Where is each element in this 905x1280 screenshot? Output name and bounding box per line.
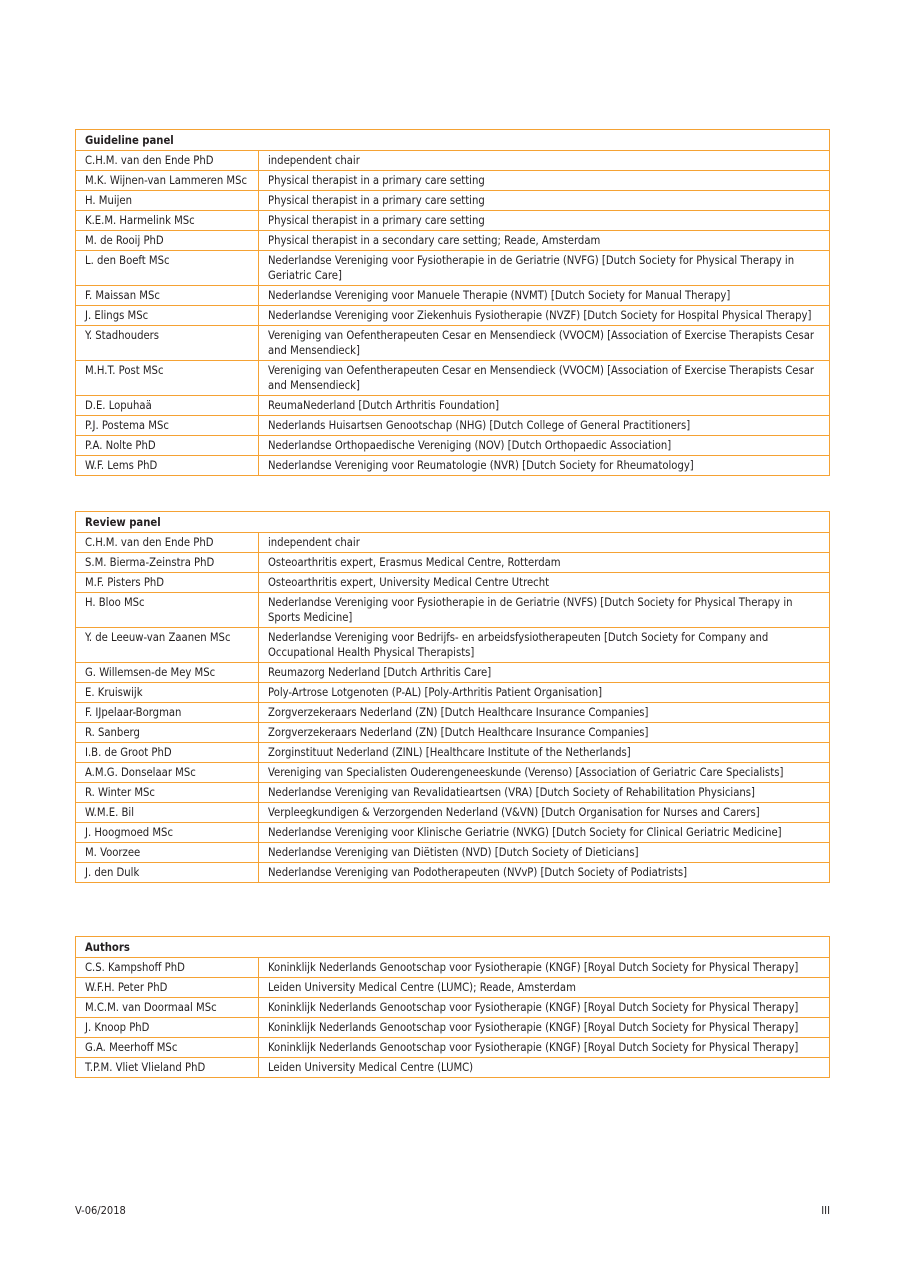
member-name: J. Knoop PhD (76, 1018, 259, 1038)
member-name: M.C.M. van Doormaal MSc (76, 998, 259, 1018)
member-name: Y. Stadhouders (76, 326, 259, 361)
table-row (76, 803, 830, 823)
member-affiliation: Zorgverzekeraars Nederland (ZN) [Dutch Healthcare Insurance Companies] (259, 723, 830, 743)
member-name: H. Muijen (76, 191, 259, 211)
review-panel-table (75, 511, 830, 883)
member-affiliation: Reumazorg Nederland [Dutch Arthritis Care] (259, 663, 830, 683)
member-name: W.M.E. Bil (76, 803, 259, 823)
review-panel-rows (76, 533, 830, 883)
table-row (76, 151, 830, 171)
member-affiliation: Leiden University Medical Centre (LUMC) (259, 1058, 830, 1078)
member-affiliation: Nederlandse Vereniging voor Reumatologie (NVR) [Dutch Society for Rheumatology] (259, 456, 830, 476)
table-row (76, 1038, 830, 1058)
table-row (76, 361, 830, 396)
member-affiliation: Osteoarthritis expert, University Medical Centre Utrecht (259, 573, 830, 593)
member-name: M.K. Wijnen-van Lammeren MSc (76, 171, 259, 191)
member-name: K.E.M. Harmelink MSc (76, 211, 259, 231)
table-row (76, 1058, 830, 1078)
table-row (76, 171, 830, 191)
member-affiliation: Nederlandse Vereniging van Diëtisten (NVD) [Dutch Society of Dieticians] (259, 843, 830, 863)
footer-page-number: III (821, 1204, 830, 1217)
member-name: H. Bloo MSc (76, 593, 259, 628)
member-affiliation: Vereniging van Oefentherapeuten Cesar en Mensendieck (VVOCM) [Association of Exercise Therapists Cesar and Mensendieck] (259, 361, 830, 396)
member-name: S.M. Bierma-Zeinstra PhD (76, 553, 259, 573)
member-affiliation: Poly-Artrose Lotgenoten (P-AL) [Poly-Arthritis Patient Organisation] (259, 683, 830, 703)
member-affiliation: independent chair (259, 151, 830, 171)
member-name: F. IJpelaar-Borgman (76, 703, 259, 723)
member-affiliation: Nederlandse Vereniging van Revalidatieartsen (VRA) [Dutch Society of Rehabilitation Physicians] (259, 783, 830, 803)
member-affiliation: Nederlandse Vereniging voor Klinische Geriatrie (NVKG) [Dutch Society for Clinical Geriatric Medicine] (259, 823, 830, 843)
member-affiliation: Vereniging van Oefentherapeuten Cesar en Mensendieck (VVOCM) [Association of Exercise Therapists Cesar and Mensendieck] (259, 326, 830, 361)
member-affiliation: Verpleegkundigen & Verzorgenden Nederland (V&VN) [Dutch Organisation for Nurses and Carers] (259, 803, 830, 823)
member-name: M.F. Pisters PhD (76, 573, 259, 593)
member-name: E. Kruiswijk (76, 683, 259, 703)
member-affiliation: Physical therapist in a primary care setting (259, 191, 830, 211)
member-affiliation: Nederlandse Orthopaedische Vereniging (NOV) [Dutch Orthopaedic Association] (259, 436, 830, 456)
member-affiliation: Koninklijk Nederlands Genootschap voor Fysiotherapie (KNGF) [Royal Dutch Society for Physical Therapy] (259, 998, 830, 1018)
table-row (76, 416, 830, 436)
member-name: G.A. Meerhoff MSc (76, 1038, 259, 1058)
guideline-panel-title: Guideline panel (76, 130, 830, 151)
table-row (76, 683, 830, 703)
member-affiliation: Zorgverzekeraars Nederland (ZN) [Dutch Healthcare Insurance Companies] (259, 703, 830, 723)
member-affiliation: Physical therapist in a primary care setting (259, 171, 830, 191)
table-row (76, 628, 830, 663)
member-affiliation: Nederlandse Vereniging voor Bedrijfs- en arbeidsfysiotherapeuten [Dutch Society for Company and Occupational Health Physical Therapists] (259, 628, 830, 663)
table-row (76, 743, 830, 763)
member-name: R. Sanberg (76, 723, 259, 743)
member-name: F. Maissan MSc (76, 286, 259, 306)
member-affiliation: Zorginstituut Nederland (ZINL) [Healthcare Institute of the Netherlands] (259, 743, 830, 763)
table-header-row (76, 130, 830, 151)
footer-version: V-06/2018 (75, 1204, 126, 1217)
member-name: C.S. Kampshoff PhD (76, 958, 259, 978)
member-name: L. den Boeft MSc (76, 251, 259, 286)
member-affiliation: Physical therapist in a primary care setting (259, 211, 830, 231)
member-affiliation: Leiden University Medical Centre (LUMC); Reade, Amsterdam (259, 978, 830, 998)
member-affiliation: Nederlandse Vereniging van Podotherapeuten (NVvP) [Dutch Society of Podiatrists] (259, 863, 830, 883)
guideline-panel-table (75, 129, 830, 476)
guideline-panel-rows (76, 151, 830, 476)
table-row (76, 593, 830, 628)
table-row (76, 863, 830, 883)
member-name: C.H.M. van den Ende PhD (76, 151, 259, 171)
member-name: P.J. Postema MSc (76, 416, 259, 436)
member-name: P.A. Nolte PhD (76, 436, 259, 456)
member-name: R. Winter MSc (76, 783, 259, 803)
table-row (76, 763, 830, 783)
table-row (76, 1018, 830, 1038)
table-row (76, 978, 830, 998)
member-name: Y. de Leeuw-van Zaanen MSc (76, 628, 259, 663)
table-row (76, 456, 830, 476)
authors-table (75, 936, 830, 1078)
member-affiliation: Koninklijk Nederlands Genootschap voor Fysiotherapie (KNGF) [Royal Dutch Society for Physical Therapy] (259, 1038, 830, 1058)
member-affiliation: Nederlandse Vereniging voor Manuele Therapie (NVMT) [Dutch Society for Manual Therapy] (259, 286, 830, 306)
member-affiliation: Physical therapist in a secondary care setting; Reade, Amsterdam (259, 231, 830, 251)
member-affiliation: Osteoarthritis expert, Erasmus Medical Centre, Rotterdam (259, 553, 830, 573)
table-row (76, 663, 830, 683)
member-affiliation: Nederlandse Vereniging voor Fysiotherapie in de Geriatrie (NVFG) [Dutch Society for Physical Therapy in Geriatric Care] (259, 251, 830, 286)
member-name: M. de Rooij PhD (76, 231, 259, 251)
table-row (76, 573, 830, 593)
member-affiliation: Koninklijk Nederlands Genootschap voor Fysiotherapie (KNGF) [Royal Dutch Society for Physical Therapy] (259, 958, 830, 978)
table-row (76, 396, 830, 416)
table-row (76, 553, 830, 573)
member-affiliation: Vereniging van Specialisten Ouderengeneeskunde (Verenso) [Association of Geriatric Care Specialists] (259, 763, 830, 783)
member-affiliation: Koninklijk Nederlands Genootschap voor Fysiotherapie (KNGF) [Royal Dutch Society for Physical Therapy] (259, 1018, 830, 1038)
table-row (76, 436, 830, 456)
table-row (76, 306, 830, 326)
table-row (76, 723, 830, 743)
member-name: W.F. Lems PhD (76, 456, 259, 476)
table-row (76, 211, 830, 231)
table-row (76, 251, 830, 286)
member-name: W.F.H. Peter PhD (76, 978, 259, 998)
member-name: C.H.M. van den Ende PhD (76, 533, 259, 553)
table-row (76, 823, 830, 843)
review-panel-title: Review panel (76, 512, 830, 533)
member-name: M. Voorzee (76, 843, 259, 863)
member-name: A.M.G. Donselaar MSc (76, 763, 259, 783)
table-row (76, 326, 830, 361)
member-affiliation: ReumaNederland [Dutch Arthritis Foundation] (259, 396, 830, 416)
member-name: M.H.T. Post MSc (76, 361, 259, 396)
member-name: J. den Dulk (76, 863, 259, 883)
authors-title: Authors (76, 937, 830, 958)
member-name: J. Hoogmoed MSc (76, 823, 259, 843)
member-affiliation: Nederlands Huisartsen Genootschap (NHG) [Dutch College of General Practitioners] (259, 416, 830, 436)
member-affiliation: Nederlandse Vereniging voor Ziekenhuis Fysiotherapie (NVZF) [Dutch Society for Hospital Physical Therapy] (259, 306, 830, 326)
table-header-row (76, 512, 830, 533)
table-row (76, 703, 830, 723)
table-row (76, 191, 830, 211)
member-affiliation: independent chair (259, 533, 830, 553)
authors-rows (76, 958, 830, 1078)
table-header-row (76, 937, 830, 958)
table-row (76, 843, 830, 863)
member-name: I.B. de Groot PhD (76, 743, 259, 763)
table-row (76, 998, 830, 1018)
table-row (76, 231, 830, 251)
member-name: J. Elings MSc (76, 306, 259, 326)
table-row (76, 286, 830, 306)
member-name: D.E. Lopuhaä (76, 396, 259, 416)
table-row (76, 783, 830, 803)
member-affiliation: Nederlandse Vereniging voor Fysiotherapie in de Geriatrie (NVFS) [Dutch Society for Physical Therapy in Sports Medicine] (259, 593, 830, 628)
table-row (76, 958, 830, 978)
table-row (76, 533, 830, 553)
member-name: T.P.M. Vliet Vlieland PhD (76, 1058, 259, 1078)
member-name: G. Willemsen-de Mey MSc (76, 663, 259, 683)
